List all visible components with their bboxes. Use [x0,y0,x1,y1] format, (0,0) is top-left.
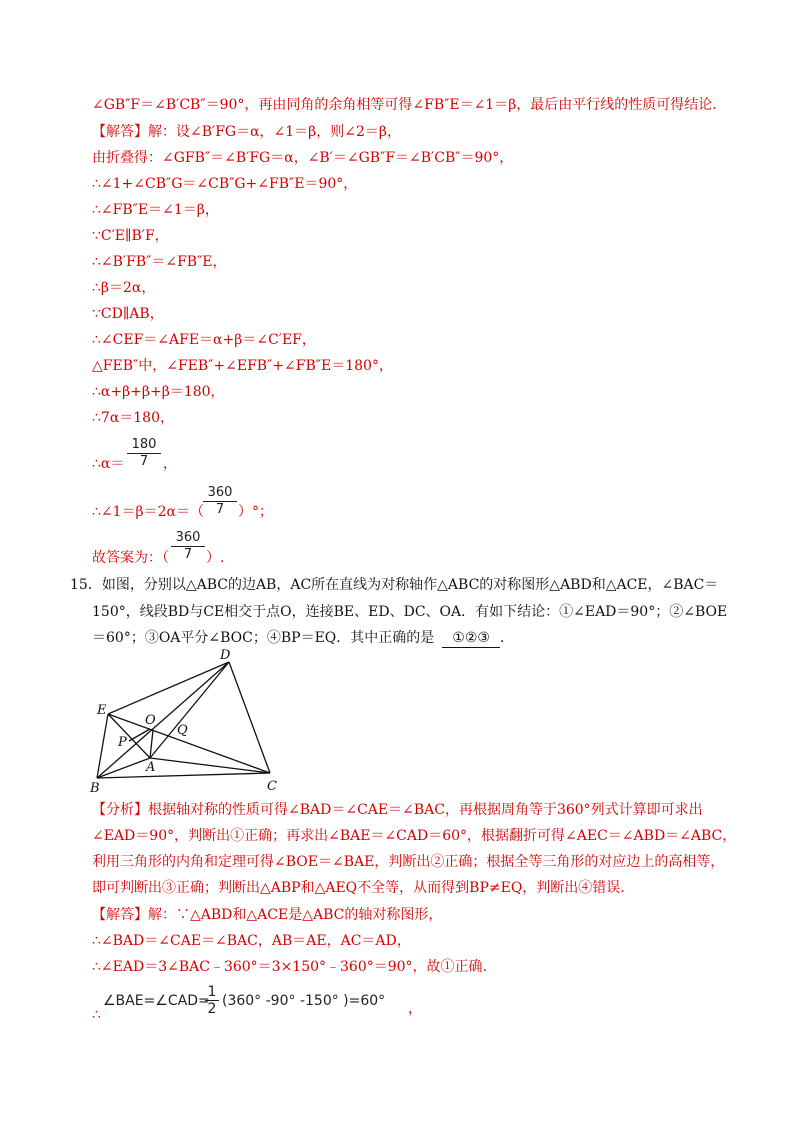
segment-ba [97,758,150,778]
text-line: 由折叠得：∠GFB″＝∠B′FG＝α，∠B′＝∠GB″F＝∠B′CB″＝90°， [92,150,514,166]
analysis-text: 利用三角形的内角和定理可得∠BOE＝∠BAE，判断出②正确；根据全等三角形的对应边上的高相等， [92,854,725,870]
text-line: ∴α＝ [92,456,125,472]
question-text: 150°，线段BD与CE相交于点O，连接BE、ED、DC、OA．有如下结论：①∠EAD＝90°；②∠BOE [92,604,728,620]
text-line: ∵CD∥AB， [92,306,164,322]
label-d: D [220,648,231,663]
label-a: A [146,760,156,775]
geometry-figure [88,645,288,795]
fraction-half [205,984,219,1017]
solution-text: ∴∠EAD＝3∠BAC﹣360°＝3×150°﹣360°＝90°，故①正确. [92,959,488,975]
fraction [203,485,237,518]
text-line: ∴7α＝180， [92,410,174,426]
text-line: ， [408,1001,422,1017]
solution-text: ∴∠BAD＝∠CAE＝∠BAC，AB＝AE，AC＝AD， [92,933,411,949]
text-line: ∵C′E∥B′F， [92,228,169,244]
question-text-part: ． [499,630,514,646]
fraction [171,530,205,563]
fraction-denominator: 7 [183,547,193,562]
label-e: E [97,703,107,718]
formula-part: ∠BAE=∠CAD= [103,993,210,1009]
fraction-numerator: 360 [171,530,205,547]
fraction-numerator: 1 [205,984,219,1001]
text-line: △FEB″中，∠FEB″+∠EFB″+∠FB″E＝180°， [92,358,393,374]
label-c: C [267,779,277,794]
text-line: ∴∠CEF＝∠AFE＝α+β＝∠C′EF， [92,332,316,348]
text-line: ∴β＝2α， [92,280,156,296]
text-line: ∴∠1＝β＝2α＝（ [92,504,204,520]
segment-ed [108,662,229,714]
text-line: 故答案为：（ [92,550,169,566]
fraction-denominator: 7 [215,502,225,517]
formula-part: (360° -90° -150° )=60° [222,993,386,1009]
text-line: ）°； [238,504,273,520]
text-line: ∴∠FB″E＝∠1＝β， [92,202,219,218]
analysis-text: 即可判断出③正确；判断出△ABP和△AEQ不全等，从而得到BP≠EQ，判断出④错误. [92,880,625,896]
answer-heading: 【解答】解：∵△ABD和△ACE是△ABC的轴对称图形， [92,907,443,923]
segment-dc [229,662,270,773]
text-line: ∴∠B′FB″＝∠FB″E， [92,254,227,270]
text-line: ， [163,456,177,472]
segment-eb [97,714,108,778]
fraction-denominator: 2 [207,1001,217,1017]
segment-bd [97,662,229,778]
analysis-text: 【分析】根据轴对称的性质可得∠BAD＝∠CAE＝∠BAC，再根据周角等于360°列式计算即可求出 [92,802,703,818]
therefore-symbol: ∴ [92,1007,101,1023]
fraction-numerator: 360 [203,485,237,502]
question-text-part: ＝60°；③OA平分∠BOC；④BP＝EQ．其中正确的是 [92,630,435,646]
text-line: ∴∠1+∠CB″G＝∠CB″G+∠FB″E＝90°， [92,176,358,192]
text-line: ∠GB″F＝∠B′CB″＝90°，再由同角的余角相等可得∠FB″E＝∠1＝β，最后由平行线的性质可得结论. [92,97,717,113]
text-line: ∴α+β+β+β＝180， [92,384,225,400]
formula-line [222,993,385,1009]
segment-bc [97,773,270,778]
formula-line [103,993,210,1009]
text-line: ）. [206,550,225,566]
label-q: Q [177,723,188,738]
label-b: B [90,781,100,795]
fraction-denominator: 7 [139,454,149,469]
analysis-text: ∠EAD＝90°，判断出①正确；再求出∠BAE＝∠CAD＝60°，根据翻折可得∠AEC＝∠ABD＝∠ABC， [92,828,737,844]
segment-ea [108,714,150,758]
label-p: P [118,735,127,750]
answer-heading: 【解答】解：设∠B′FG＝α，∠1＝β，则∠2＝β， [92,124,402,140]
answer-blank: ①②③ [442,629,500,648]
label-o: O [145,713,156,728]
fraction-numerator: 180 [127,437,161,454]
fraction [127,437,161,470]
segment-aq [150,730,153,758]
question-text: 15．如图，分别以△ABC的边AB，AC所在直线为对称轴作△ABC的对称图形△ABD和△ACE，∠BAC＝ [70,577,719,593]
segment-ac [150,758,270,773]
